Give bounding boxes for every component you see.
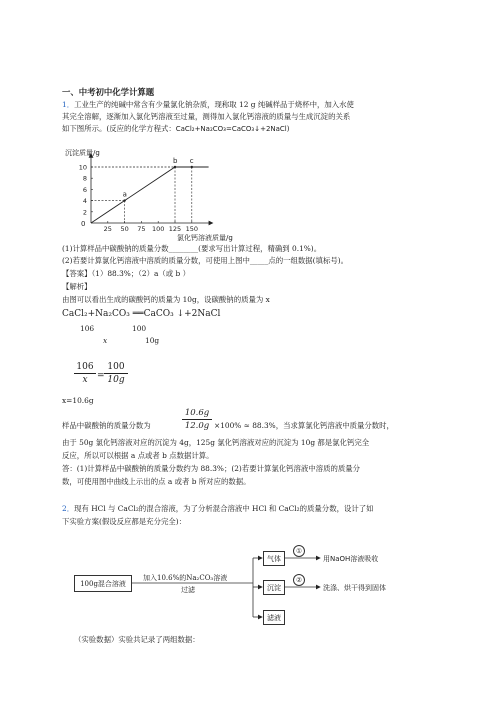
q2-footer: （实验数据）实验共记录了两组数据： (74, 635, 200, 644)
x-tick-label: 75 (137, 225, 146, 233)
q1-solution-line-8: 数，可使用图中曲线上示出的点 a 或者 b 所对应的数据。 (62, 477, 251, 486)
fraction-106-over-x (74, 362, 96, 385)
data-point-c (191, 166, 193, 168)
point-label-a: a (122, 190, 127, 199)
fraction-denominator: 12.0g (184, 421, 210, 431)
q1-analysis-tag: 【解析】 (62, 282, 92, 291)
q1-text-3: 如下图所示。(反应的化学方程式： (62, 124, 176, 133)
x-tick-label: 25 (103, 225, 112, 233)
q1-solution-mass-1: 106 (80, 324, 95, 333)
q1-solution-mass-2: 100 (132, 324, 147, 333)
q1-answer: 【答案】（1）88.3%；（2）a（或 b ） (62, 269, 191, 278)
origin-label: 0 (81, 220, 86, 228)
q1-line-1 (62, 99, 354, 110)
q2-number: 2． (62, 504, 75, 513)
fraction-denominator: x (82, 375, 88, 385)
q1-solution-10g: 10g (145, 336, 160, 345)
arrow-label-reagent: 加入10.6%的Na₂CO₃溶液 (143, 574, 228, 582)
y-tick-label: 2 (82, 208, 87, 217)
q1-solution-result: x=10.6g (62, 396, 94, 405)
q1-sub-1: (1)计算样品中碳酸钠的质量分数________(要求写出计算过程，精确到 0.1%)。 (62, 244, 322, 253)
point-label-b: b (173, 157, 178, 165)
box-filtrate: 滤液 (263, 610, 285, 625)
q1-solution-line-1: 由图可以看出生成的碳酸钙的质量为 10g，设碳酸钠的质量为 x (62, 295, 270, 304)
fraction-numerator: 100 (107, 362, 125, 372)
q1-solution-x: x (103, 336, 108, 345)
y-tick-label: 8 (82, 174, 87, 183)
step-2-marker: ② (293, 574, 305, 586)
fraction-100-over-10g (104, 362, 128, 385)
x-tick-label: 50 (120, 225, 129, 233)
arrow-label-filter: 过滤 (181, 586, 195, 594)
q1-equation: CaCl₂+Na₂CO₃=CaCO₃↓+2NaCl) (175, 125, 290, 133)
section-title: 一、中考初中化学计算题 (62, 87, 155, 97)
fraction-denominator: 10g (107, 375, 125, 385)
y-tick-label: 10 (78, 163, 87, 172)
q1-solution-percent-pre: 样品中碳酸钠的质量分数为 (62, 421, 151, 430)
series-line (91, 167, 209, 223)
q1-solution-equation: CaCl₂+Na₂CO₃ ══CaCO₃ ↓+2NaCl (62, 309, 221, 319)
box-mixed-solution: 100g混合溶液 (74, 575, 132, 592)
q1-sub-2: (2)若要计算氯化钙溶液中溶质的质量分数，可使用上图中_____点的一组数据(填标号)。 (62, 256, 348, 265)
x-tick-label: 150 (185, 225, 199, 233)
q1-number: 1． (62, 100, 75, 109)
q2-line-1 (62, 503, 374, 514)
point-label-c: c (189, 157, 194, 165)
y-tick-label: 6 (82, 185, 87, 194)
box-precipitate: 沉淀 (263, 580, 285, 595)
data-point-a (123, 199, 125, 201)
q1-text-1: 工业生产的纯碱中常含有少量氯化钠杂质，现称取 12 g 纯碱样品于烧杯中，加入水使 (74, 100, 354, 109)
step-2-text: 洗涤、烘干得到固体 (323, 584, 386, 592)
q2-text-1: 现有 HCl 与 CaCl₂的混合溶液，为了分析混合溶液中 HCl 和 CaCl₂的质量分数，设计了如 (74, 504, 374, 513)
q1-solution-line-5: 由于 50g 氯化钙溶液对应的沉淀为 4g，125g 氯化钙溶液对应的沉淀为 10g 都是氯化钙完全 (62, 438, 370, 447)
y-tick-label: 4 (82, 197, 87, 206)
fraction-numerator: 106 (76, 362, 94, 372)
y-axis-label: 沉淀质量/g (65, 148, 100, 157)
box-gas: 气体 (263, 551, 285, 566)
fraction-10-6-over-12 (182, 408, 212, 431)
fraction-numerator: 10.6g (184, 408, 210, 418)
equals-sign: = (97, 371, 105, 381)
q1-line-3 (62, 123, 290, 134)
x-tick-label: 100 (151, 225, 165, 233)
q1-text-2: 其完全溶解，逐渐加入氯化钙溶液至过量，测得加入氯化钙溶液的质量与生成沉淀的关系 (62, 112, 351, 121)
x-axis-label: 氯化钙溶液质量/g (177, 234, 233, 242)
q2-text-2: 下实验方案(假设反应都是充分完全)： (62, 517, 187, 526)
data-point-b (174, 166, 176, 168)
q1-solution-percent-post: ×100% ≈ 88.3%，当求算氯化钙溶液中质量分数时， (214, 421, 394, 430)
step-1-text: 用NaOH溶液吸收 (323, 555, 379, 563)
q1-solution-line-6: 反应，所以可以根据 a 点或者 b 点数据计算。 (62, 451, 214, 460)
step-1-marker: ① (293, 545, 305, 557)
x-tick-label: 125 (168, 225, 182, 233)
q1-solution-line-7: 答：(1)计算样品中碳酸钠的质量分数约为 88.3%；(2)若要计算氯化钙溶液中溶质的质量分 (62, 464, 361, 473)
